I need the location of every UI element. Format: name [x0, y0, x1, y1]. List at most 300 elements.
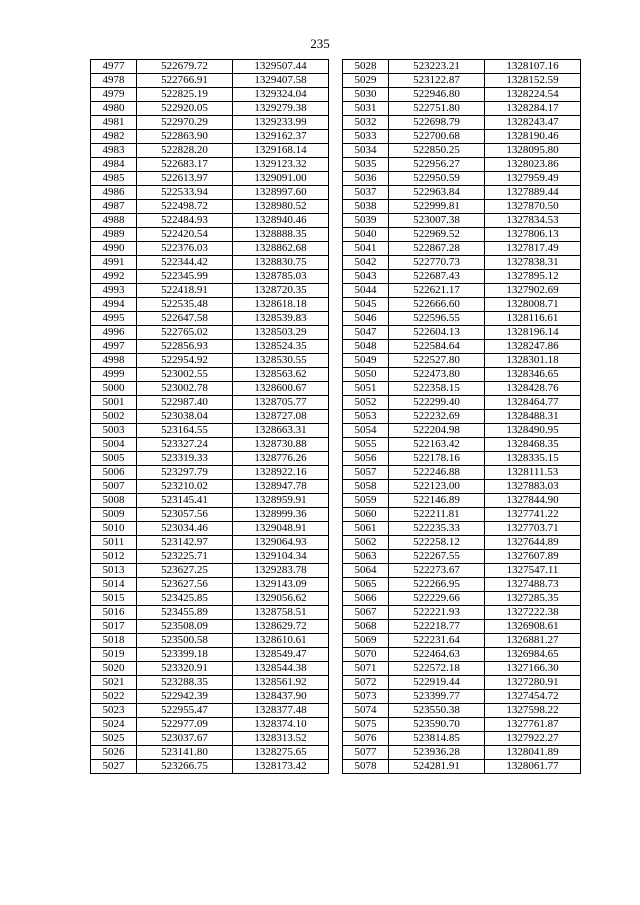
- point-number-cell: 5012: [91, 550, 137, 564]
- y-coordinate-cell: 1327166.30: [485, 662, 581, 676]
- point-number-cell: 5022: [91, 690, 137, 704]
- y-coordinate-cell: 1328524.35: [233, 340, 329, 354]
- x-coordinate-cell: 522867.28: [389, 242, 485, 256]
- point-number-cell: 5024: [91, 718, 137, 732]
- x-coordinate-cell: 522969.52: [389, 228, 485, 242]
- y-coordinate-cell: 1328346.65: [485, 368, 581, 382]
- table-row: [91, 284, 329, 298]
- point-number-cell: 5029: [343, 74, 389, 88]
- table-row: [343, 74, 581, 88]
- y-coordinate-cell: 1328468.35: [485, 438, 581, 452]
- y-coordinate-cell: 1327838.31: [485, 256, 581, 270]
- table-row: [343, 690, 581, 704]
- x-coordinate-cell: 522420.54: [137, 228, 233, 242]
- y-coordinate-cell: 1328544.38: [233, 662, 329, 676]
- y-coordinate-cell: 1329324.04: [233, 88, 329, 102]
- x-coordinate-cell: 522266.95: [389, 578, 485, 592]
- point-number-cell: 5078: [343, 760, 389, 774]
- table-row: [343, 368, 581, 382]
- y-coordinate-cell: 1327607.89: [485, 550, 581, 564]
- y-coordinate-cell: 1328663.31: [233, 424, 329, 438]
- x-coordinate-cell: 522464.63: [389, 648, 485, 662]
- point-number-cell: 5011: [91, 536, 137, 550]
- y-coordinate-cell: 1329048.91: [233, 522, 329, 536]
- point-number-cell: 5059: [343, 494, 389, 508]
- table-row: [343, 536, 581, 550]
- x-coordinate-cell: 522527.80: [389, 354, 485, 368]
- table-row: [91, 690, 329, 704]
- x-coordinate-cell: 523038.04: [137, 410, 233, 424]
- x-coordinate-cell: 522218.77: [389, 620, 485, 634]
- x-coordinate-cell: 522766.91: [137, 74, 233, 88]
- y-coordinate-cell: 1328980.52: [233, 200, 329, 214]
- point-number-cell: 5053: [343, 410, 389, 424]
- table-row: [91, 676, 329, 690]
- point-number-cell: 5035: [343, 158, 389, 172]
- x-coordinate-cell: 522956.27: [389, 158, 485, 172]
- y-coordinate-cell: 1328999.36: [233, 508, 329, 522]
- x-coordinate-cell: 522919.44: [389, 676, 485, 690]
- y-coordinate-cell: 1329123.32: [233, 158, 329, 172]
- table-row: [91, 508, 329, 522]
- table-row: [91, 466, 329, 480]
- point-number-cell: 5051: [343, 382, 389, 396]
- y-coordinate-cell: 1328107.16: [485, 60, 581, 74]
- point-number-cell: 5045: [343, 298, 389, 312]
- table-row: [343, 172, 581, 186]
- point-number-cell: 4991: [91, 256, 137, 270]
- point-number-cell: 5037: [343, 186, 389, 200]
- point-number-cell: 5055: [343, 438, 389, 452]
- table-row: [91, 354, 329, 368]
- x-coordinate-cell: 522221.93: [389, 606, 485, 620]
- x-coordinate-cell: 523034.46: [137, 522, 233, 536]
- point-number-cell: 4977: [91, 60, 137, 74]
- x-coordinate-cell: 523425.85: [137, 592, 233, 606]
- x-coordinate-cell: 522204.98: [389, 424, 485, 438]
- table-row: [91, 452, 329, 466]
- x-coordinate-cell: 522229.66: [389, 592, 485, 606]
- point-number-cell: 5001: [91, 396, 137, 410]
- y-coordinate-cell: 1328561.92: [233, 676, 329, 690]
- y-coordinate-cell: 1326908.61: [485, 620, 581, 634]
- y-coordinate-cell: 1328549.47: [233, 648, 329, 662]
- table-row: [91, 74, 329, 88]
- table-row: [343, 326, 581, 340]
- table-row: [343, 410, 581, 424]
- y-coordinate-cell: 1329507.44: [233, 60, 329, 74]
- y-coordinate-cell: 1328600.67: [233, 382, 329, 396]
- point-number-cell: 4980: [91, 102, 137, 116]
- y-coordinate-cell: 1328488.31: [485, 410, 581, 424]
- table-row: [343, 270, 581, 284]
- y-coordinate-cell: 1327806.13: [485, 228, 581, 242]
- x-coordinate-cell: 522700.68: [389, 130, 485, 144]
- y-coordinate-cell: 1326881.27: [485, 634, 581, 648]
- point-number-cell: 5021: [91, 676, 137, 690]
- x-coordinate-cell: 523327.24: [137, 438, 233, 452]
- y-coordinate-cell: 1328247.86: [485, 340, 581, 354]
- x-coordinate-cell: 522572.18: [389, 662, 485, 676]
- y-coordinate-cell: 1329056.62: [233, 592, 329, 606]
- table-row: [91, 746, 329, 760]
- point-number-cell: 4996: [91, 326, 137, 340]
- table-row: [343, 564, 581, 578]
- table-row: [91, 116, 329, 130]
- point-number-cell: 5058: [343, 480, 389, 494]
- point-number-cell: 5005: [91, 452, 137, 466]
- y-coordinate-cell: 1328111.53: [485, 466, 581, 480]
- x-coordinate-cell: 522770.73: [389, 256, 485, 270]
- y-coordinate-cell: 1328061.77: [485, 760, 581, 774]
- y-coordinate-cell: 1327761.87: [485, 718, 581, 732]
- table-row: [91, 312, 329, 326]
- x-coordinate-cell: 523814.85: [389, 732, 485, 746]
- y-coordinate-cell: 1328464.77: [485, 396, 581, 410]
- x-coordinate-cell: 522828.20: [137, 144, 233, 158]
- y-coordinate-cell: 1328888.35: [233, 228, 329, 242]
- point-number-cell: 5050: [343, 368, 389, 382]
- point-number-cell: 5030: [343, 88, 389, 102]
- x-coordinate-cell: 522123.00: [389, 480, 485, 494]
- x-coordinate-cell: 522232.69: [389, 410, 485, 424]
- table-row: [91, 228, 329, 242]
- x-coordinate-cell: 523627.56: [137, 578, 233, 592]
- x-coordinate-cell: 523122.87: [389, 74, 485, 88]
- table-row: [91, 564, 329, 578]
- point-number-cell: 5077: [343, 746, 389, 760]
- coordinates-table-left: [90, 59, 329, 774]
- table-row: [343, 634, 581, 648]
- y-coordinate-cell: 1327644.89: [485, 536, 581, 550]
- x-coordinate-cell: 522246.88: [389, 466, 485, 480]
- y-coordinate-cell: 1328785.03: [233, 270, 329, 284]
- point-number-cell: 5052: [343, 396, 389, 410]
- y-coordinate-cell: 1328959.91: [233, 494, 329, 508]
- table-row: [91, 88, 329, 102]
- table-row: [91, 424, 329, 438]
- point-number-cell: 5032: [343, 116, 389, 130]
- y-coordinate-cell: 1327703.71: [485, 522, 581, 536]
- y-coordinate-cell: 1329279.38: [233, 102, 329, 116]
- x-coordinate-cell: 522825.19: [137, 88, 233, 102]
- x-coordinate-cell: 523590.70: [389, 718, 485, 732]
- table-row: [343, 676, 581, 690]
- point-number-cell: 5047: [343, 326, 389, 340]
- y-coordinate-cell: 1327844.90: [485, 494, 581, 508]
- y-coordinate-cell: 1328539.83: [233, 312, 329, 326]
- point-number-cell: 5033: [343, 130, 389, 144]
- point-number-cell: 4999: [91, 368, 137, 382]
- y-coordinate-cell: 1328095.80: [485, 144, 581, 158]
- table-row: [91, 494, 329, 508]
- y-coordinate-cell: 1326984.65: [485, 648, 581, 662]
- x-coordinate-cell: 523297.79: [137, 466, 233, 480]
- y-coordinate-cell: 1328503.29: [233, 326, 329, 340]
- x-coordinate-cell: 523164.55: [137, 424, 233, 438]
- point-number-cell: 4987: [91, 200, 137, 214]
- x-coordinate-cell: 522698.79: [389, 116, 485, 130]
- point-number-cell: 5057: [343, 466, 389, 480]
- x-coordinate-cell: 522683.17: [137, 158, 233, 172]
- y-coordinate-cell: 1328275.65: [233, 746, 329, 760]
- y-coordinate-cell: 1329064.93: [233, 536, 329, 550]
- point-number-cell: 5015: [91, 592, 137, 606]
- y-coordinate-cell: 1328530.55: [233, 354, 329, 368]
- y-coordinate-cell: 1328243.47: [485, 116, 581, 130]
- x-coordinate-cell: 523002.78: [137, 382, 233, 396]
- point-number-cell: 5023: [91, 704, 137, 718]
- point-number-cell: 4984: [91, 158, 137, 172]
- x-coordinate-cell: 522647.58: [137, 312, 233, 326]
- y-coordinate-cell: 1328008.71: [485, 298, 581, 312]
- y-coordinate-cell: 1327922.27: [485, 732, 581, 746]
- point-number-cell: 4982: [91, 130, 137, 144]
- y-coordinate-cell: 1328428.76: [485, 382, 581, 396]
- x-coordinate-cell: 523266.75: [137, 760, 233, 774]
- y-coordinate-cell: 1328758.51: [233, 606, 329, 620]
- table-row: [343, 746, 581, 760]
- table-row: [91, 550, 329, 564]
- point-number-cell: 5020: [91, 662, 137, 676]
- y-coordinate-cell: 1328610.61: [233, 634, 329, 648]
- table-row: [91, 396, 329, 410]
- x-coordinate-cell: 522484.93: [137, 214, 233, 228]
- x-coordinate-cell: 522604.13: [389, 326, 485, 340]
- y-coordinate-cell: 1328730.88: [233, 438, 329, 452]
- table-row: [343, 228, 581, 242]
- point-number-cell: 4994: [91, 298, 137, 312]
- point-number-cell: 5036: [343, 172, 389, 186]
- point-number-cell: 5044: [343, 284, 389, 298]
- x-coordinate-cell: 522963.84: [389, 186, 485, 200]
- table-row: [91, 130, 329, 144]
- x-coordinate-cell: 522666.60: [389, 298, 485, 312]
- point-number-cell: 5007: [91, 480, 137, 494]
- point-number-cell: 5049: [343, 354, 389, 368]
- x-coordinate-cell: 522146.89: [389, 494, 485, 508]
- point-number-cell: 4990: [91, 242, 137, 256]
- table-row: [91, 326, 329, 340]
- y-coordinate-cell: 1328377.48: [233, 704, 329, 718]
- table-row: [91, 242, 329, 256]
- x-coordinate-cell: 522473.80: [389, 368, 485, 382]
- y-coordinate-cell: 1328190.46: [485, 130, 581, 144]
- table-row: [91, 718, 329, 732]
- x-coordinate-cell: 523399.18: [137, 648, 233, 662]
- point-number-cell: 5013: [91, 564, 137, 578]
- x-coordinate-cell: 522178.16: [389, 452, 485, 466]
- table-row: [343, 130, 581, 144]
- table-row: [91, 172, 329, 186]
- x-coordinate-cell: 522418.91: [137, 284, 233, 298]
- x-coordinate-cell: 523508.09: [137, 620, 233, 634]
- table-row: [91, 662, 329, 676]
- table-row: [343, 382, 581, 396]
- x-coordinate-cell: 522751.80: [389, 102, 485, 116]
- point-number-cell: 5074: [343, 704, 389, 718]
- point-number-cell: 5002: [91, 410, 137, 424]
- point-number-cell: 5003: [91, 424, 137, 438]
- y-coordinate-cell: 1328727.08: [233, 410, 329, 424]
- y-coordinate-cell: 1327488.73: [485, 578, 581, 592]
- y-coordinate-cell: 1328023.86: [485, 158, 581, 172]
- point-number-cell: 5038: [343, 200, 389, 214]
- point-number-cell: 5043: [343, 270, 389, 284]
- y-coordinate-cell: 1327902.69: [485, 284, 581, 298]
- y-coordinate-cell: 1329168.14: [233, 144, 329, 158]
- x-coordinate-cell: 523057.56: [137, 508, 233, 522]
- point-number-cell: 5019: [91, 648, 137, 662]
- x-coordinate-cell: 522596.55: [389, 312, 485, 326]
- table-row: [343, 648, 581, 662]
- table-row: [343, 354, 581, 368]
- point-number-cell: 5065: [343, 578, 389, 592]
- y-coordinate-cell: 1328437.90: [233, 690, 329, 704]
- y-coordinate-cell: 1328116.61: [485, 312, 581, 326]
- y-coordinate-cell: 1327870.50: [485, 200, 581, 214]
- table-row: [91, 606, 329, 620]
- x-coordinate-cell: 523141.80: [137, 746, 233, 760]
- y-coordinate-cell: 1327883.03: [485, 480, 581, 494]
- table-row: [343, 480, 581, 494]
- table-row: [91, 536, 329, 550]
- table-row: [91, 620, 329, 634]
- point-number-cell: 5075: [343, 718, 389, 732]
- y-coordinate-cell: 1328490.95: [485, 424, 581, 438]
- point-number-cell: 5014: [91, 578, 137, 592]
- x-coordinate-cell: 523225.71: [137, 550, 233, 564]
- point-number-cell: 5073: [343, 690, 389, 704]
- x-coordinate-cell: 522163.42: [389, 438, 485, 452]
- point-number-cell: 5048: [343, 340, 389, 354]
- point-number-cell: 4978: [91, 74, 137, 88]
- y-coordinate-cell: 1328224.54: [485, 88, 581, 102]
- x-coordinate-cell: 522687.43: [389, 270, 485, 284]
- table-row: [343, 242, 581, 256]
- y-coordinate-cell: 1329233.99: [233, 116, 329, 130]
- y-coordinate-cell: 1327741.22: [485, 508, 581, 522]
- x-coordinate-cell: 523288.35: [137, 676, 233, 690]
- x-coordinate-cell: 523037.67: [137, 732, 233, 746]
- x-coordinate-cell: 522345.99: [137, 270, 233, 284]
- y-coordinate-cell: 1328629.72: [233, 620, 329, 634]
- table-row: [343, 620, 581, 634]
- table-row: [91, 592, 329, 606]
- table-row: [91, 438, 329, 452]
- x-coordinate-cell: 522498.72: [137, 200, 233, 214]
- x-coordinate-cell: 523007.38: [389, 214, 485, 228]
- y-coordinate-cell: 1327895.12: [485, 270, 581, 284]
- x-coordinate-cell: 522999.81: [389, 200, 485, 214]
- point-number-cell: 5039: [343, 214, 389, 228]
- point-number-cell: 5063: [343, 550, 389, 564]
- point-number-cell: 5040: [343, 228, 389, 242]
- x-coordinate-cell: 523145.41: [137, 494, 233, 508]
- x-coordinate-cell: 522613.97: [137, 172, 233, 186]
- x-coordinate-cell: 522299.40: [389, 396, 485, 410]
- x-coordinate-cell: 522920.05: [137, 102, 233, 116]
- point-number-cell: 5041: [343, 242, 389, 256]
- y-coordinate-cell: 1328705.77: [233, 396, 329, 410]
- x-coordinate-cell: 522850.25: [389, 144, 485, 158]
- x-coordinate-cell: 523002.55: [137, 368, 233, 382]
- x-coordinate-cell: 522267.55: [389, 550, 485, 564]
- y-coordinate-cell: 1328173.42: [233, 760, 329, 774]
- table-row: [91, 410, 329, 424]
- table-row: [343, 102, 581, 116]
- table-row: [343, 508, 581, 522]
- y-coordinate-cell: 1328313.52: [233, 732, 329, 746]
- y-coordinate-cell: 1328997.60: [233, 186, 329, 200]
- table-row: [343, 578, 581, 592]
- table-row: [343, 200, 581, 214]
- table-row: [91, 368, 329, 382]
- x-coordinate-cell: 522621.17: [389, 284, 485, 298]
- table-row: [343, 760, 581, 774]
- x-coordinate-cell: 523399.77: [389, 690, 485, 704]
- table-row: [91, 298, 329, 312]
- table-row: [343, 312, 581, 326]
- point-number-cell: 5076: [343, 732, 389, 746]
- x-coordinate-cell: 524281.91: [389, 760, 485, 774]
- table-row: [343, 340, 581, 354]
- y-coordinate-cell: 1329162.37: [233, 130, 329, 144]
- x-coordinate-cell: 522376.03: [137, 242, 233, 256]
- point-number-cell: 5072: [343, 676, 389, 690]
- point-number-cell: 5064: [343, 564, 389, 578]
- x-coordinate-cell: 522231.64: [389, 634, 485, 648]
- table-row: [343, 494, 581, 508]
- table-row: [91, 648, 329, 662]
- point-number-cell: 4997: [91, 340, 137, 354]
- y-coordinate-cell: 1329283.78: [233, 564, 329, 578]
- table-row: [91, 256, 329, 270]
- point-number-cell: 5017: [91, 620, 137, 634]
- table-row: [343, 396, 581, 410]
- table-row: [91, 270, 329, 284]
- y-coordinate-cell: 1327454.72: [485, 690, 581, 704]
- point-number-cell: 4986: [91, 186, 137, 200]
- x-coordinate-cell: 522211.81: [389, 508, 485, 522]
- x-coordinate-cell: 523223.21: [389, 60, 485, 74]
- point-number-cell: 5016: [91, 606, 137, 620]
- y-coordinate-cell: 1327817.49: [485, 242, 581, 256]
- point-number-cell: 4983: [91, 144, 137, 158]
- y-coordinate-cell: 1328776.26: [233, 452, 329, 466]
- table-row: [91, 102, 329, 116]
- x-coordinate-cell: 523142.97: [137, 536, 233, 550]
- y-coordinate-cell: 1328563.62: [233, 368, 329, 382]
- point-number-cell: 5000: [91, 382, 137, 396]
- table-row: [343, 662, 581, 676]
- point-number-cell: 5028: [343, 60, 389, 74]
- table-row: [343, 256, 581, 270]
- point-number-cell: 5066: [343, 592, 389, 606]
- x-coordinate-cell: 522533.94: [137, 186, 233, 200]
- table-row: [91, 634, 329, 648]
- y-coordinate-cell: 1328922.16: [233, 466, 329, 480]
- y-coordinate-cell: 1328335.15: [485, 452, 581, 466]
- table-row: [343, 522, 581, 536]
- table-row: [91, 760, 329, 774]
- table-row: [343, 452, 581, 466]
- point-number-cell: 5025: [91, 732, 137, 746]
- y-coordinate-cell: 1328720.35: [233, 284, 329, 298]
- y-coordinate-cell: 1328940.46: [233, 214, 329, 228]
- y-coordinate-cell: 1329143.09: [233, 578, 329, 592]
- table-row: [91, 480, 329, 494]
